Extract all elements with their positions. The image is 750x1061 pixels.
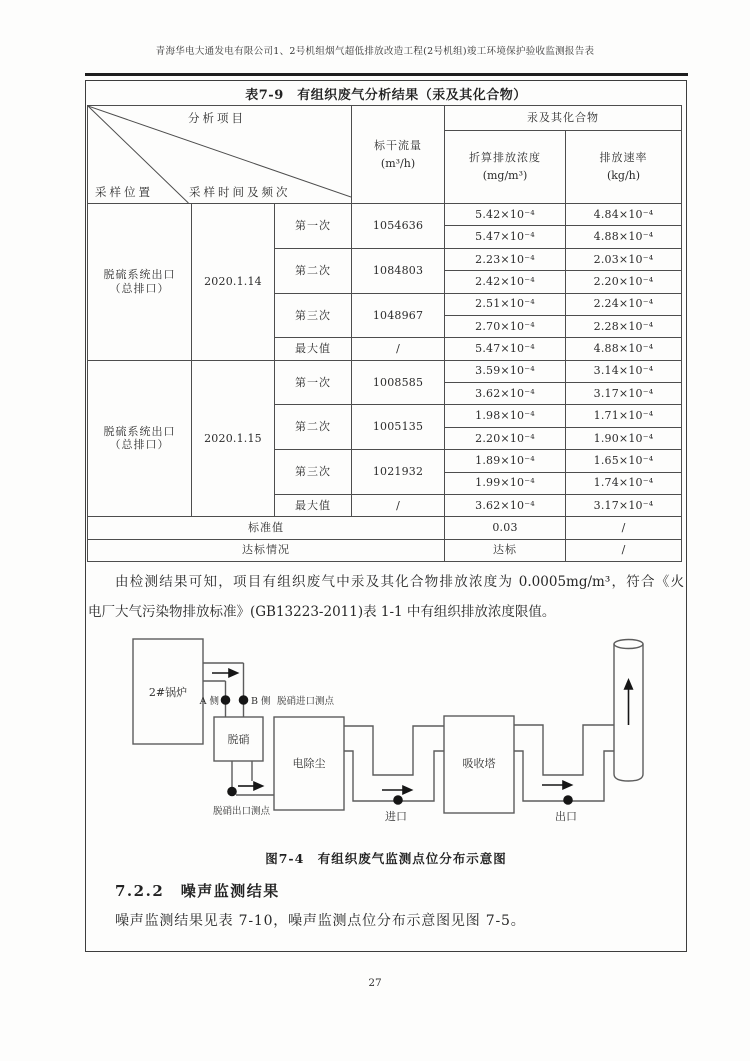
section-body-text: 噪声监测结果见表 7-10，噪声监测点位分布示意图见图 7-5。 (115, 913, 526, 929)
duct-line (344, 751, 444, 801)
content-frame (85, 80, 687, 952)
emissions-results-table (87, 105, 682, 562)
cell-concentration: 2.42×10⁻⁴ (445, 271, 566, 293)
header-rule (85, 73, 688, 76)
cell-rate: 1.65×10⁻⁴ (566, 450, 682, 472)
cell-concentration: 3.62×10⁻⁴ (445, 494, 566, 516)
cell-rate: 1.90×10⁻⁴ (566, 427, 682, 449)
cell-rate: 3.14×10⁻⁴ (566, 360, 682, 382)
sampling-point-dot (564, 796, 572, 804)
cell-run-label: 第二次 (275, 405, 352, 450)
cell-rate: 2.24×10⁻⁴ (566, 293, 682, 315)
cell-concentration: 5.42×10⁻⁴ (445, 204, 566, 226)
corner-label-sampling-location: 采样位置 (95, 184, 153, 199)
cell-max-label: 最大值 (275, 494, 352, 516)
cell-flow: 1054636 (352, 204, 445, 249)
cell-standard-rate: / (566, 517, 682, 539)
cell-standard-label: 标准值 (88, 517, 445, 539)
cell-run-label: 第一次 (275, 360, 352, 405)
denox-label: 脱硝 (227, 733, 250, 746)
table-title: 表7-9 有组织废气分析结果（汞及其化合物） (245, 88, 527, 103)
flow-arrow-head (254, 782, 263, 790)
header-rate: 排放速率 (kg/h) (566, 131, 682, 204)
cell-run-label: 第二次 (275, 248, 352, 293)
cell-max-label: 最大值 (275, 338, 352, 360)
cell-run-label: 第一次 (275, 204, 352, 249)
diagonal-header-cell (88, 106, 352, 204)
report-header-line: 青海华电大通发电有限公司1、2号机组烟气超低排放改造工程(2号机组)竣工环境保护验收监测报告表 (155, 46, 595, 57)
cell-concentration: 1.89×10⁻⁴ (445, 450, 566, 472)
flow-arrow-head (229, 669, 238, 677)
figure-caption: 图7-4 有组织废气监测点位分布示意图 (265, 851, 507, 866)
cell-rate: 1.74×10⁻⁴ (566, 472, 682, 494)
paragraph-line: 由检测结果可知，项目有组织废气中汞及其化合物排放浓度为 0.0005mg/m³，符合《火 (115, 574, 684, 590)
absorber-label: 吸收塔 (462, 757, 496, 770)
cell-flow: / (352, 338, 445, 360)
cell-date: 2020.1.14 (192, 204, 275, 361)
duct-line (203, 663, 244, 717)
paragraph-line: 电厂大气污染物排放标准》(GB13223-2011)表 1-1 中有组织排放浓度限值。 (88, 604, 556, 620)
duct-line (344, 726, 444, 775)
cell-concentration: 5.47×10⁻⁴ (445, 338, 566, 360)
side-a-label: A 侧 (199, 696, 219, 707)
flow-arrow-head (625, 680, 633, 689)
cell-concentration: 1.99×10⁻⁴ (445, 472, 566, 494)
sampling-point-dot (228, 788, 236, 796)
stack-top (614, 640, 643, 649)
denox-inlet-point-label: 脱硝进口测点 (277, 696, 335, 707)
cell-flow: / (352, 494, 445, 516)
corner-label-analysis-item: 分析项目 (188, 111, 246, 125)
cell-rate: 1.71×10⁻⁴ (566, 405, 682, 427)
header-concentration: 折算排放浓度 (mg/m³) (445, 131, 566, 204)
duct-line (514, 751, 614, 801)
sampling-point-dot (222, 696, 230, 704)
cell-rate: 3.17×10⁻⁴ (566, 494, 682, 516)
cell-standard-conc: 0.03 (445, 517, 566, 539)
cell-concentration: 2.51×10⁻⁴ (445, 293, 566, 315)
side-b-label: B 侧 (251, 696, 271, 707)
cell-rate: 4.88×10⁻⁴ (566, 338, 682, 360)
header-mercury-group: 汞及其化合物 (445, 106, 682, 131)
table-row (88, 539, 682, 561)
cell-flow: 1021932 (352, 450, 445, 495)
cell-date: 2020.1.15 (192, 360, 275, 517)
cell-concentration: 2.70×10⁻⁴ (445, 315, 566, 337)
cell-rate: 3.17×10⁻⁴ (566, 383, 682, 405)
conclusion-paragraph (88, 567, 684, 627)
cell-flow: 1005135 (352, 405, 445, 450)
table-row (88, 517, 682, 539)
flow-arrow-head (403, 786, 412, 794)
cell-rate: 2.03×10⁻⁴ (566, 248, 682, 270)
outlet-label: 出口 (555, 810, 577, 823)
cell-rate: 2.20×10⁻⁴ (566, 271, 682, 293)
inlet-label: 进口 (385, 810, 407, 823)
cell-rate: 4.88×10⁻⁴ (566, 226, 682, 248)
cell-location: 脱硫系统出口 （总排口） (88, 204, 192, 361)
cell-concentration: 3.59×10⁻⁴ (445, 360, 566, 382)
denox-outlet-point-label: 脱硝出口测点 (213, 806, 271, 817)
page-number: 27 (368, 977, 382, 989)
section-heading: 7.2.2 噪声监测结果 (115, 882, 280, 900)
duct-line (514, 725, 614, 775)
cell-location: 脱硫系统出口 （总排口） (88, 360, 192, 517)
cell-concentration: 5.47×10⁻⁴ (445, 226, 566, 248)
cell-compliance-conc: 达标 (445, 539, 566, 561)
sampling-point-dot (394, 796, 402, 804)
header-flow: 标干流量 (m³/h) (352, 106, 445, 204)
cell-rate: 2.28×10⁻⁴ (566, 315, 682, 337)
esp-label: 电除尘 (292, 757, 326, 770)
table-row (88, 204, 682, 226)
cell-flow: 1008585 (352, 360, 445, 405)
cell-concentration: 2.20×10⁻⁴ (445, 427, 566, 449)
boiler-label: 2#锅炉 (148, 686, 188, 699)
cell-run-label: 第三次 (275, 450, 352, 495)
cell-flow: 1048967 (352, 293, 445, 338)
cell-concentration: 2.23×10⁻⁴ (445, 248, 566, 270)
cell-concentration: 3.62×10⁻⁴ (445, 383, 566, 405)
cell-run-label: 第三次 (275, 293, 352, 338)
flow-arrow-head (563, 781, 572, 789)
cell-compliance-label: 达标情况 (88, 539, 445, 561)
cell-flow: 1084803 (352, 248, 445, 293)
table-row (88, 360, 682, 382)
cell-rate: 4.84×10⁻⁴ (566, 204, 682, 226)
duct-line (232, 761, 274, 795)
cell-concentration: 1.98×10⁻⁴ (445, 405, 566, 427)
cell-compliance-rate: / (566, 539, 682, 561)
sampling-point-dot (240, 696, 248, 704)
process-flow-diagram (86, 633, 686, 848)
corner-label-sampling-time: 采样时间及频次 (189, 184, 291, 199)
